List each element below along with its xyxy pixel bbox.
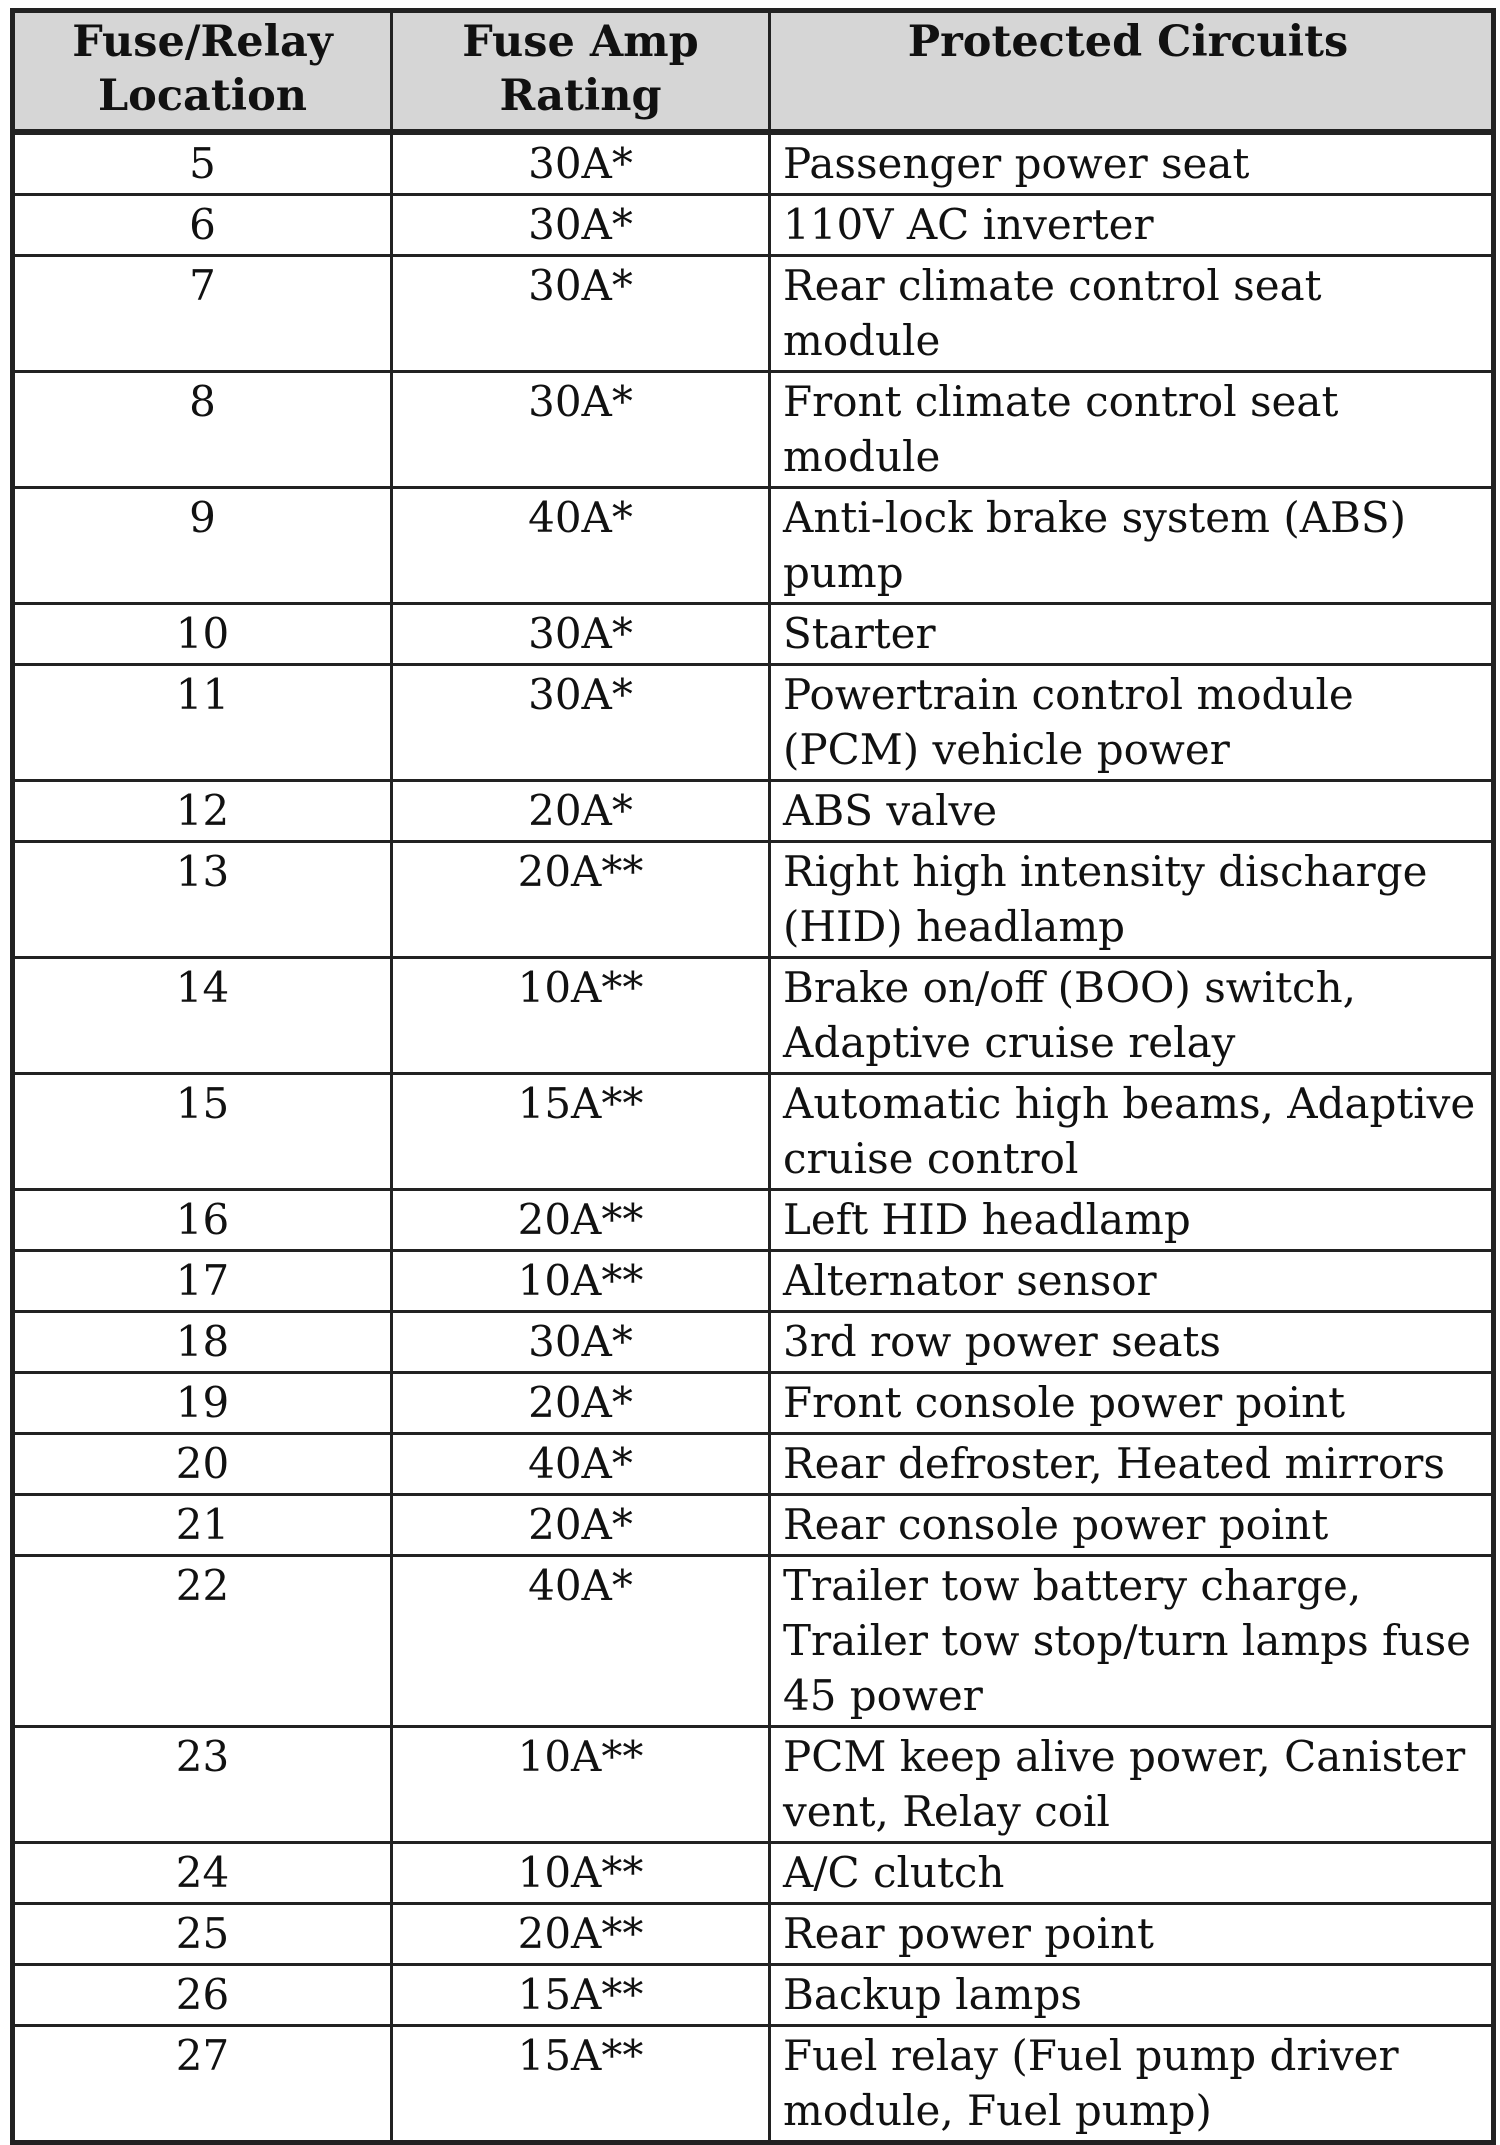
cell-location: 26 <box>13 1965 392 2026</box>
cell-amp-rating: 10A** <box>392 1843 770 1904</box>
cell-location: 15 <box>13 1074 392 1190</box>
cell-amp-rating: 40A* <box>392 1556 770 1727</box>
cell-protected-circuits: Backup lamps <box>770 1965 1494 2026</box>
cell-amp-rating: 40A* <box>392 488 770 604</box>
cell-protected-circuits: Rear climate control seat module <box>770 256 1494 372</box>
table-row <box>13 195 1494 256</box>
cell-protected-circuits: ABS valve <box>770 781 1494 842</box>
cell-amp-rating: 20A** <box>392 842 770 958</box>
cell-amp-rating: 30A* <box>392 665 770 781</box>
table-row <box>13 256 1494 372</box>
cell-protected-circuits: Fuel relay (Fuel pump driver module, Fuel pump) <box>770 2026 1494 2143</box>
cell-protected-circuits: Trailer tow battery charge, Trailer tow stop/turn lamps fuse 45 power <box>770 1556 1494 1727</box>
cell-protected-circuits: Brake on/off (BOO) switch, Adaptive cruise relay <box>770 958 1494 1074</box>
cell-location: 25 <box>13 1904 392 1965</box>
cell-amp-rating: 30A* <box>392 372 770 488</box>
table-row <box>13 1373 1494 1434</box>
table-row <box>13 2026 1494 2143</box>
cell-location: 18 <box>13 1312 392 1373</box>
table-body <box>13 132 1494 2143</box>
cell-amp-rating: 15A** <box>392 1074 770 1190</box>
cell-location: 11 <box>13 665 392 781</box>
cell-amp-rating: 20A** <box>392 1190 770 1251</box>
cell-location: 6 <box>13 195 392 256</box>
table-row <box>13 1434 1494 1495</box>
cell-amp-rating: 10A** <box>392 1251 770 1312</box>
cell-amp-rating: 20A* <box>392 1373 770 1434</box>
cell-amp-rating: 30A* <box>392 1312 770 1373</box>
cell-amp-rating: 10A** <box>392 1727 770 1843</box>
cell-amp-rating: 20A* <box>392 1495 770 1556</box>
table-row <box>13 781 1494 842</box>
cell-protected-circuits: Automatic high beams, Adaptive cruise control <box>770 1074 1494 1190</box>
cell-protected-circuits: Right high intensity discharge (HID) headlamp <box>770 842 1494 958</box>
fuse-table <box>10 8 1496 2145</box>
table-row <box>13 1843 1494 1904</box>
cell-protected-circuits: Rear power point <box>770 1904 1494 1965</box>
table-row <box>13 1190 1494 1251</box>
cell-location: 16 <box>13 1190 392 1251</box>
table-row <box>13 1727 1494 1843</box>
cell-location: 8 <box>13 372 392 488</box>
cell-amp-rating: 20A* <box>392 781 770 842</box>
table-row <box>13 1312 1494 1373</box>
cell-location: 9 <box>13 488 392 604</box>
table-row <box>13 665 1494 781</box>
cell-amp-rating: 30A* <box>392 604 770 665</box>
cell-protected-circuits: Front climate control seat module <box>770 372 1494 488</box>
cell-protected-circuits: 110V AC inverter <box>770 195 1494 256</box>
cell-location: 7 <box>13 256 392 372</box>
table-row <box>13 842 1494 958</box>
cell-location: 13 <box>13 842 392 958</box>
cell-location: 14 <box>13 958 392 1074</box>
cell-amp-rating: 40A* <box>392 1434 770 1495</box>
table-header <box>13 11 1494 133</box>
table-row <box>13 1251 1494 1312</box>
cell-protected-circuits: Front console power point <box>770 1373 1494 1434</box>
cell-location: 22 <box>13 1556 392 1727</box>
cell-location: 5 <box>13 132 392 195</box>
table-row <box>13 604 1494 665</box>
cell-amp-rating: 10A** <box>392 958 770 1074</box>
header-amp-rating: Fuse Amp Rating <box>392 11 770 133</box>
cell-location: 24 <box>13 1843 392 1904</box>
cell-amp-rating: 20A** <box>392 1904 770 1965</box>
table-row <box>13 1904 1494 1965</box>
cell-location: 17 <box>13 1251 392 1312</box>
table-row <box>13 1495 1494 1556</box>
table-row <box>13 958 1494 1074</box>
cell-protected-circuits: 3rd row power seats <box>770 1312 1494 1373</box>
cell-protected-circuits: Rear console power point <box>770 1495 1494 1556</box>
table-row <box>13 488 1494 604</box>
cell-protected-circuits: Passenger power seat <box>770 132 1494 195</box>
cell-location: 27 <box>13 2026 392 2143</box>
cell-protected-circuits: Anti-lock brake system (ABS) pump <box>770 488 1494 604</box>
cell-protected-circuits: Powertrain control module (PCM) vehicle power <box>770 665 1494 781</box>
table-row <box>13 1965 1494 2026</box>
cell-protected-circuits: Alternator sensor <box>770 1251 1494 1312</box>
header-protected-circuits: Protected Circuits <box>770 11 1494 133</box>
cell-protected-circuits: Rear defroster, Heated mirrors <box>770 1434 1494 1495</box>
table-row <box>13 372 1494 488</box>
cell-location: 12 <box>13 781 392 842</box>
table-row <box>13 1556 1494 1727</box>
header-location: Fuse/Relay Location <box>13 11 392 133</box>
cell-location: 19 <box>13 1373 392 1434</box>
cell-protected-circuits: Starter <box>770 604 1494 665</box>
cell-amp-rating: 30A* <box>392 256 770 372</box>
cell-location: 21 <box>13 1495 392 1556</box>
table-row <box>13 1074 1494 1190</box>
header-row <box>13 11 1494 133</box>
table-row <box>13 132 1494 195</box>
cell-protected-circuits: Left HID headlamp <box>770 1190 1494 1251</box>
cell-location: 20 <box>13 1434 392 1495</box>
cell-amp-rating: 30A* <box>392 132 770 195</box>
cell-protected-circuits: PCM keep alive power, Canister vent, Relay coil <box>770 1727 1494 1843</box>
cell-location: 23 <box>13 1727 392 1843</box>
cell-amp-rating: 15A** <box>392 2026 770 2143</box>
cell-location: 10 <box>13 604 392 665</box>
cell-amp-rating: 15A** <box>392 1965 770 2026</box>
cell-protected-circuits: A/C clutch <box>770 1843 1494 1904</box>
cell-amp-rating: 30A* <box>392 195 770 256</box>
